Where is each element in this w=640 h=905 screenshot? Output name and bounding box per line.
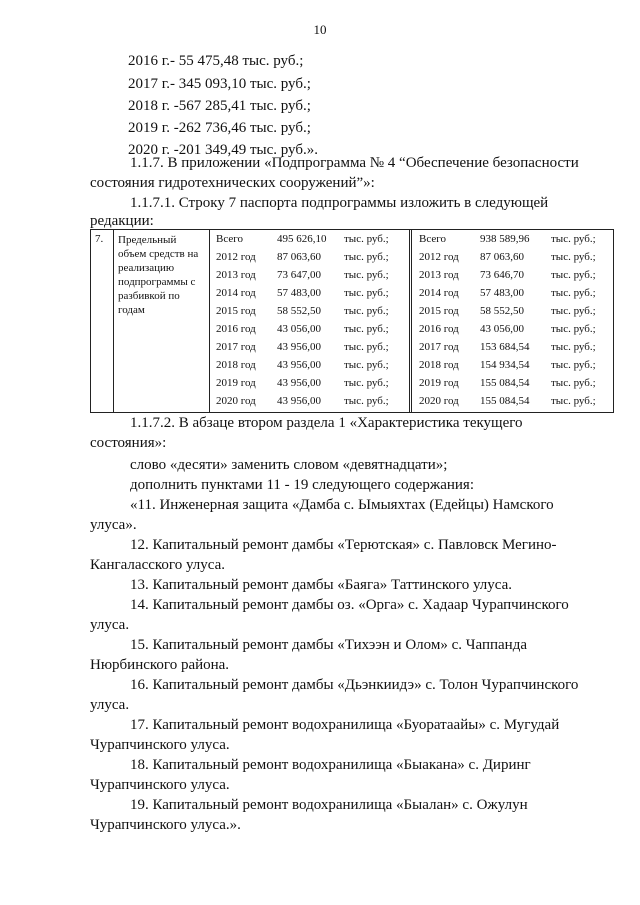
table-cell-unit: тыс. руб.; — [344, 305, 389, 317]
row-number: 7. — [95, 233, 104, 245]
table-cell-year: 2019 год — [419, 377, 459, 389]
paragraph-replace-word: слово «десяти» заменить словом «девятнадцати»; — [130, 457, 448, 473]
table-cell-unit: тыс. руб.; — [551, 323, 596, 335]
table-cell-unit: тыс. руб.; — [344, 323, 389, 335]
item-19: 19. Капитальный ремонт водохранилища «Быалан» с. Ожулун — [130, 797, 528, 813]
table-cell-year: 2013 год — [419, 269, 459, 281]
label-line: реализацию — [118, 262, 175, 274]
page-number: 10 — [313, 22, 327, 37]
budget-line-2016: 2016 г.- 55 475,48 тыс. руб.; — [128, 53, 304, 69]
table-cell-amount: 495 626,10 — [277, 233, 327, 245]
table-cell-unit: тыс. руб.; — [551, 251, 596, 263]
table-cell-year: 2017 год — [216, 341, 256, 353]
table-cell-year: 2018 год — [216, 359, 256, 371]
paragraph-1-1-7-1-cont: редакции: — [90, 213, 154, 229]
table-cell-unit: тыс. руб.; — [344, 395, 389, 407]
table-cell-amount: 73 647,00 — [277, 269, 321, 281]
row-number-cell — [91, 230, 114, 412]
label-line: подпрограммы с — [118, 276, 196, 288]
table-cell-year: 2017 год — [419, 341, 459, 353]
table-cell-amount: 58 552,50 — [480, 305, 524, 317]
item-16: 16. Капитальный ремонт дамбы «Дьэнкиидэ» с. Толон Чурапчинского — [130, 677, 579, 693]
label-line: объем средств на — [118, 248, 199, 260]
table-cell-amount: 938 589,96 — [480, 233, 530, 245]
table-cell-year: 2014 год — [216, 287, 256, 299]
table-cell-unit: тыс. руб.; — [551, 305, 596, 317]
table-cell-unit: тыс. руб.; — [551, 287, 596, 299]
table-cell-amount: 43 956,00 — [277, 395, 321, 407]
table-cell-amount: 43 056,00 — [277, 323, 321, 335]
table-cell-year: 2012 год — [419, 251, 459, 263]
table-cell-year: 2013 год — [216, 269, 256, 281]
budget-line-2019: 2019 г. -262 736,46 тыс. руб.; — [128, 120, 311, 136]
item-11-cont: улуса». — [90, 517, 137, 533]
item-17-cont: Чурапчинского улуса. — [90, 737, 230, 753]
item-15: 15. Капитальный ремонт дамбы «Тихээн и Олом» с. Чаппанда — [130, 637, 528, 653]
table-cell-unit: тыс. руб.; — [344, 359, 389, 371]
label-line: Предельный — [118, 234, 177, 246]
item-15-cont: Нюрбинского района. — [90, 657, 230, 673]
budget-line-2017: 2017 г.- 345 093,10 тыс. руб.; — [128, 76, 311, 92]
row-label-cell — [113, 230, 210, 412]
table-cell-amount: 58 552,50 — [277, 305, 321, 317]
table-cell-year: 2014 год — [419, 287, 459, 299]
row-label — [118, 233, 198, 317]
paragraph-1-1-7-2: 1.1.7.2. В абзаце втором раздела 1 «Характеристика текущего — [130, 415, 523, 431]
table-cell-unit: тыс. руб.; — [551, 233, 596, 245]
table-cell-year: 2020 год — [419, 395, 459, 407]
table-cell-year: 2018 год — [419, 359, 459, 371]
paragraph-1-1-7-cont: состояния гидротехнических сооружений”»: — [90, 175, 375, 191]
table-cell-amount: 155 084,54 — [480, 377, 530, 389]
table-cell-amount: 155 084,54 — [480, 395, 530, 407]
table-cell-unit: тыс. руб.; — [344, 341, 389, 353]
table-cell-year: 2015 год — [419, 305, 459, 317]
new-values-column — [411, 230, 614, 412]
table-cell-year: 2015 год — [216, 305, 256, 317]
item-17: 17. Капитальный ремонт водохранилища «Буоратаайы» с. Мугудай — [130, 717, 560, 733]
paragraph-1-1-7-1: 1.1.7.1. Строку 7 паспорта подпрограммы изложить в следующей — [130, 195, 549, 211]
table-cell-unit: тыс. руб.; — [551, 269, 596, 281]
table-cell-year: Всего — [216, 233, 243, 245]
table-cell-amount: 87 063,60 — [480, 251, 524, 263]
budget-line-2020: 2020 г. -201 349,49 тыс. руб.». — [128, 142, 318, 158]
item-14: 14. Капитальный ремонт дамбы оз. «Орга» с. Хадаар Чурапчинского — [130, 597, 569, 613]
label-line: годам — [118, 304, 145, 316]
item-12-cont: Кангаласского улуса. — [90, 557, 226, 573]
item-16-cont: улуса. — [90, 697, 130, 713]
table-cell-year: 2016 год — [419, 323, 459, 335]
table-cell-unit: тыс. руб.; — [344, 287, 389, 299]
table-cell-amount: 73 646,70 — [480, 269, 524, 281]
paragraph-add-items: дополнить пунктами 11 - 19 следующего содержания: — [130, 477, 474, 493]
table-cell-unit: тыс. руб.; — [344, 377, 389, 389]
table-cell-year: 2020 год — [216, 395, 256, 407]
table-cell-unit: тыс. руб.; — [344, 251, 389, 263]
item-12: 12. Капитальный ремонт дамбы «Терютская» с. Павловск Мегино- — [130, 537, 557, 553]
item-13: 13. Капитальный ремонт дамбы «Баяга» Таттинского улуса. — [130, 577, 513, 593]
table-cell-unit: тыс. руб.; — [551, 377, 596, 389]
table-cell-amount: 43 956,00 — [277, 341, 321, 353]
table-cell-unit: тыс. руб.; — [551, 359, 596, 371]
budget-line-2018: 2018 г. -567 285,41 тыс. руб.; — [128, 98, 311, 114]
table-cell-amount: 43 956,00 — [277, 359, 321, 371]
table-cell-amount: 87 063,60 — [277, 251, 321, 263]
passport-row-table — [90, 229, 614, 413]
item-14-cont: улуса. — [90, 617, 130, 633]
table-cell-amount: 57 483,00 — [480, 287, 524, 299]
table-cell-year: Всего — [419, 233, 446, 245]
item-18-cont: Чурапчинского улуса. — [90, 777, 230, 793]
table-cell-unit: тыс. руб.; — [551, 395, 596, 407]
table-cell-year: 2019 год — [216, 377, 256, 389]
table-cell-amount: 57 483,00 — [277, 287, 321, 299]
table-cell-amount: 43 056,00 — [480, 323, 524, 335]
table-cell-unit: тыс. руб.; — [551, 341, 596, 353]
table-cell-year: 2012 год — [216, 251, 256, 263]
table-cell-unit: тыс. руб.; — [344, 233, 389, 245]
item-19-cont: Чурапчинского улуса.». — [90, 817, 241, 833]
table-cell-amount: 153 684,54 — [480, 341, 530, 353]
old-values-column — [209, 230, 410, 412]
paragraph-1-1-7: 1.1.7. В приложении «Подпрограмма № 4 “Обеспечение безопасности — [130, 155, 579, 171]
table-cell-unit: тыс. руб.; — [344, 269, 389, 281]
label-line: разбивкой по — [118, 290, 180, 302]
item-11: «11. Инженерная защита «Дамба с. Ымыяхтах (Едейцы) Намского — [130, 497, 554, 513]
item-18: 18. Капитальный ремонт водохранилища «Быакана» с. Диринг — [130, 757, 531, 773]
paragraph-1-1-7-2-cont: состояния»: — [90, 435, 167, 451]
table-cell-year: 2016 год — [216, 323, 256, 335]
table-cell-amount: 43 956,00 — [277, 377, 321, 389]
table-cell-amount: 154 934,54 — [480, 359, 530, 371]
